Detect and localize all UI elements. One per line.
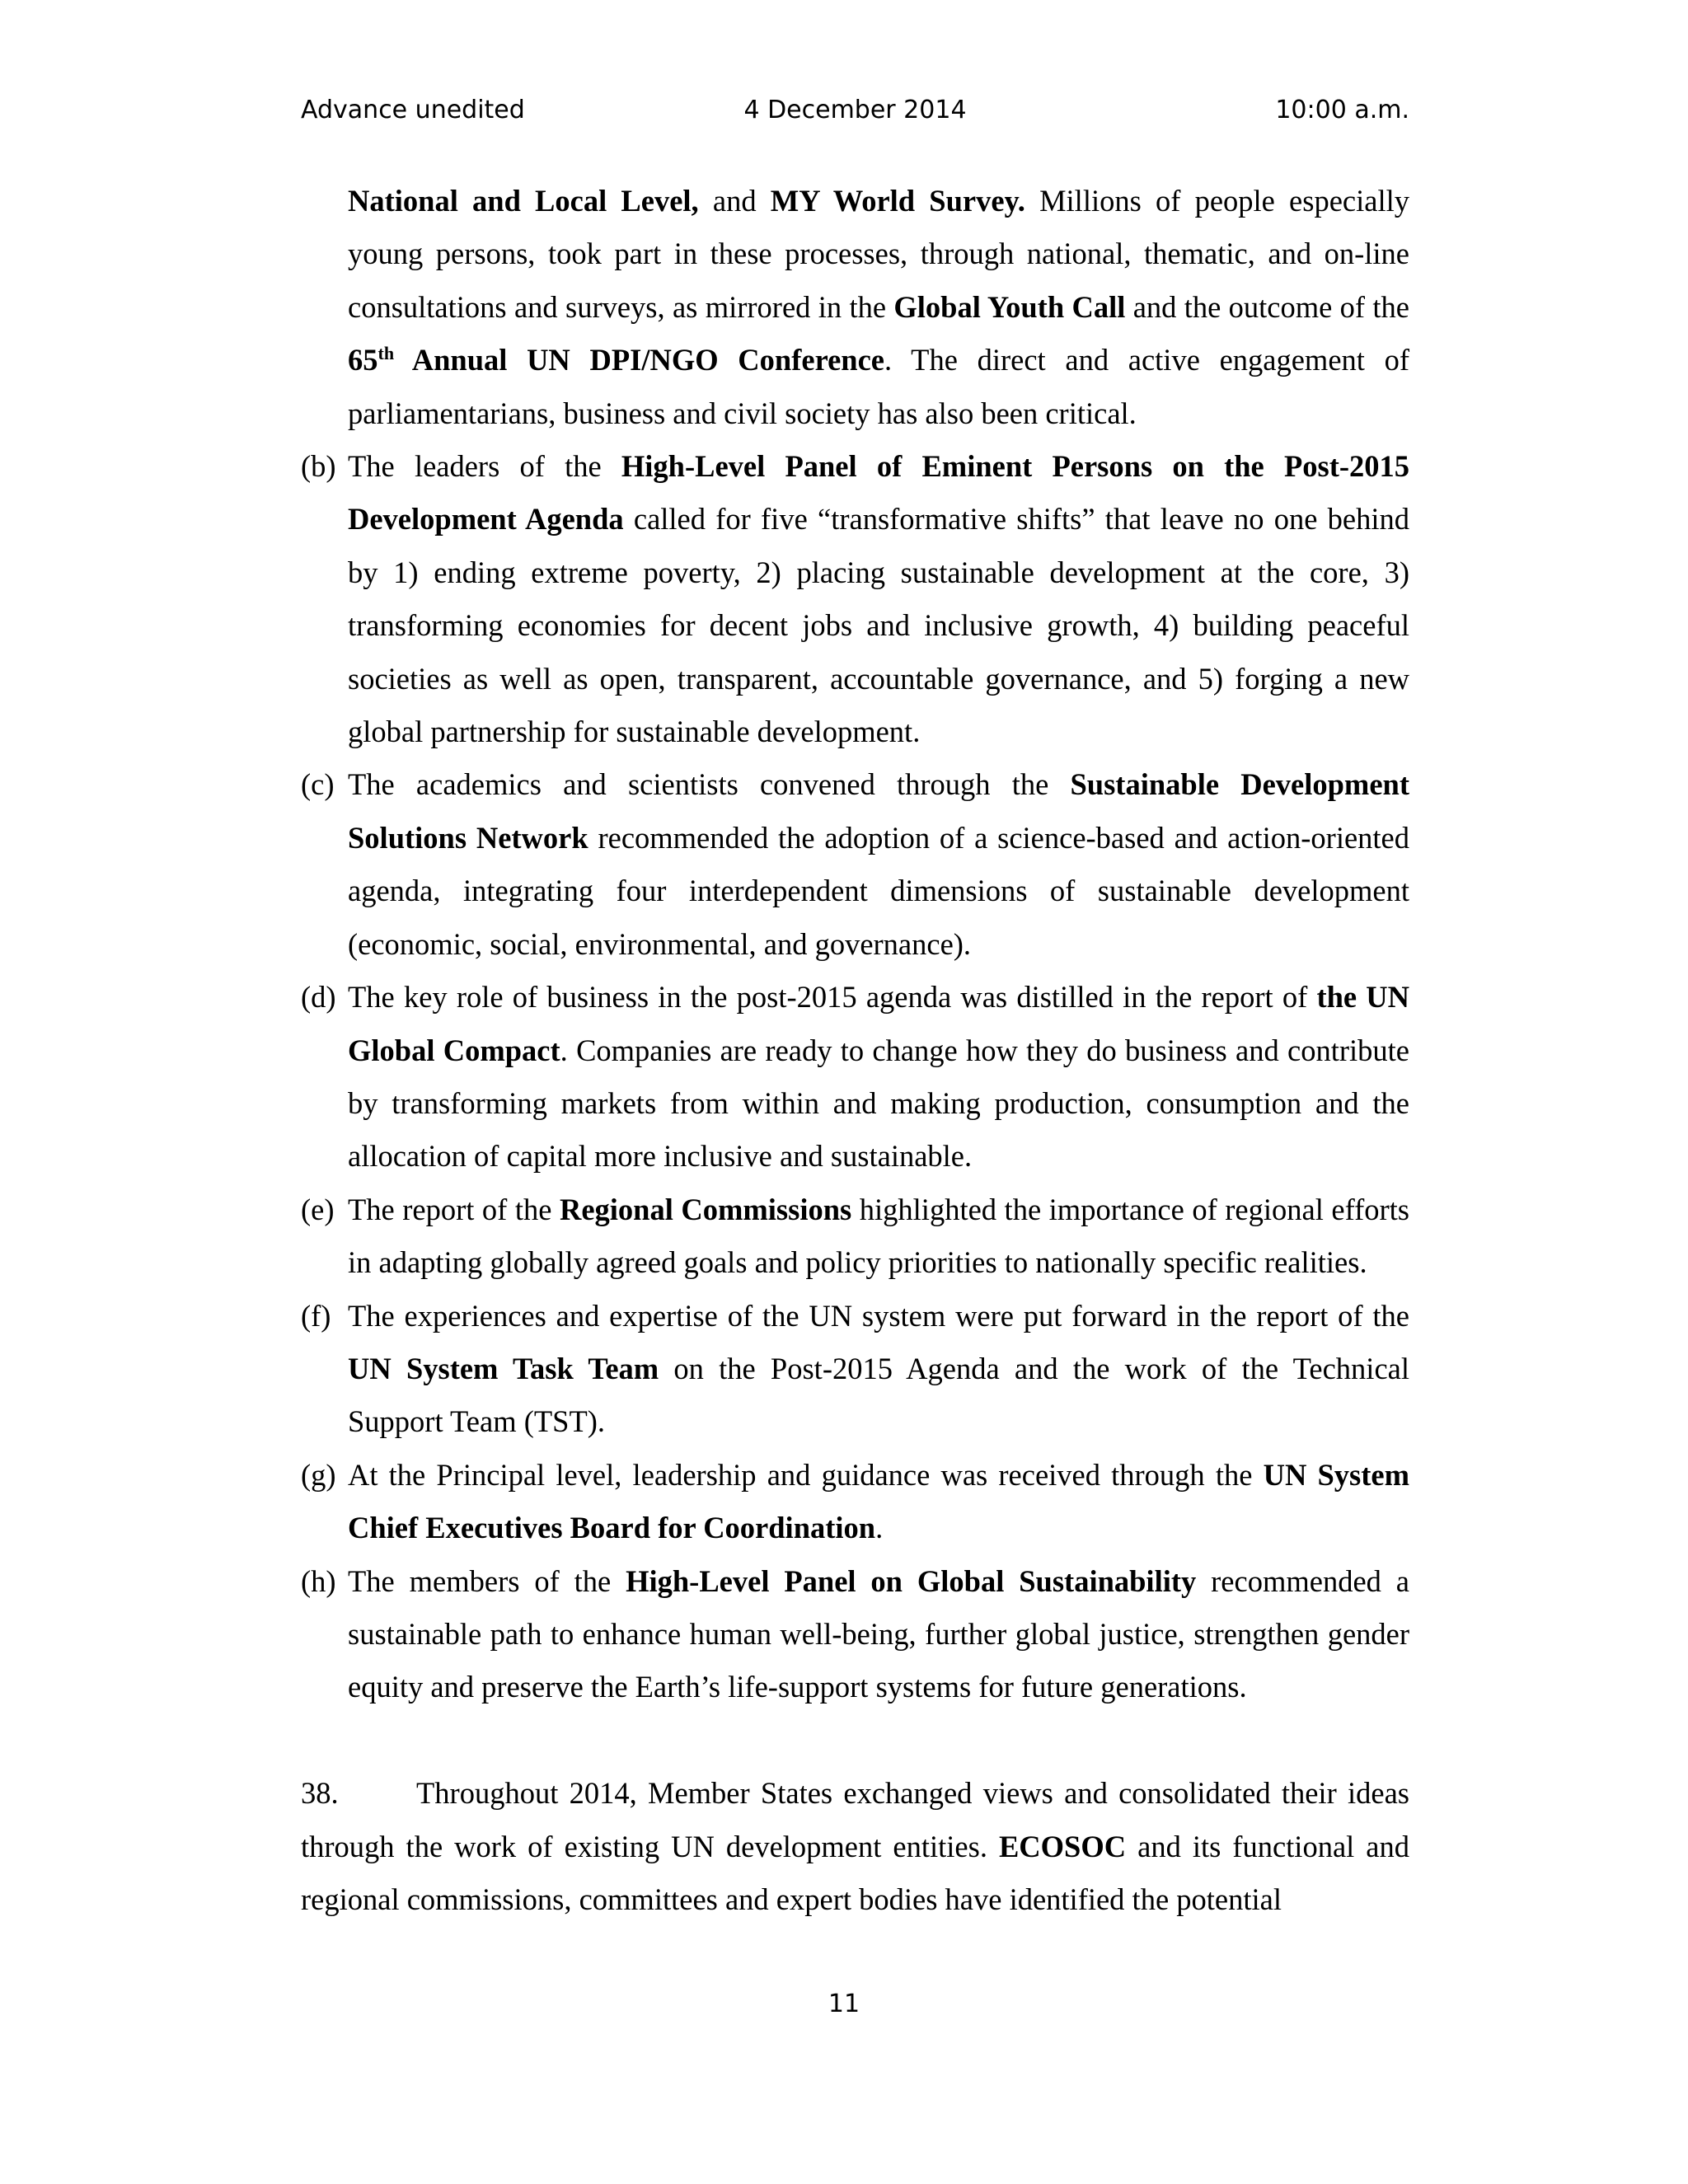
list-marker: (b): [301, 449, 336, 484]
text-run: and its functional and regional commissions, committees and expert bodies have identified the potential: [301, 1829, 1409, 1916]
bold-term: the UN Global Compact: [348, 980, 1410, 1067]
text-run: Throughout 2014, Member States exchanged views and consolidated their ideas through the work of existing UN development entities.: [301, 1776, 1409, 1863]
list-item-c: [301, 758, 1409, 971]
ordinal-number: 65: [348, 343, 378, 377]
bold-term: Regional Commissions: [559, 1192, 852, 1226]
bold-term: National and Local Level,: [348, 184, 699, 218]
list-item-g: [301, 1449, 1409, 1555]
text-run: called for five “transformative shifts” that leave no one behind by 1) ending extreme poverty, 2) placing sustainable development at the core, 3) transforming economies for decent jobs and inclusive growth, 4) building peaceful societies as well as open, transparent, accountable governance, and 5) forging a new global partnership for sustainable development.: [348, 502, 1409, 749]
list-item-d: [301, 971, 1409, 1183]
list-marker: (c): [301, 767, 335, 802]
list-item-f: [301, 1290, 1409, 1449]
text-run: The leaders of the: [348, 449, 621, 484]
bold-term: High-Level Panel of Eminent Persons on the Post-2015 Development Agenda: [348, 449, 1410, 537]
text-run: highlighted the importance of regional efforts in adapting globally agreed goals and policy priorities to nationally specific realities.: [348, 1192, 1409, 1280]
header-time: 10:00 a.m.: [1275, 96, 1409, 124]
text-run: The key role of business in the post-2015 agenda was distilled in the report of: [348, 980, 1317, 1015]
text-run: .: [875, 1511, 884, 1545]
bold-term: ECOSOC: [998, 1829, 1127, 1863]
bold-term: UN System Task Team: [348, 1351, 659, 1385]
paragraph-number: 38.: [301, 1776, 339, 1811]
list-marker: (d): [301, 980, 336, 1015]
bold-term: Sustainable Development Solutions Network: [348, 767, 1409, 855]
header-date: 4 December 2014: [743, 96, 967, 124]
text-run: and the outcome of the: [1125, 289, 1410, 324]
text-run: The members of the: [348, 1563, 626, 1598]
paragraph-38: [301, 1767, 1409, 1926]
bold-term: [348, 343, 884, 377]
list-item-e: [301, 1183, 1409, 1290]
text-run: . The direct and active engagement of parliamentarians, business and civil society has also been critical.: [348, 343, 1410, 430]
list-item-b: [301, 440, 1409, 758]
text-run: The report of the: [348, 1192, 560, 1226]
list-marker: (f): [301, 1298, 331, 1333]
text-run: on the Post-2015 Agenda and the work of the Technical Support Team (TST).: [348, 1351, 1409, 1439]
bold-term: MY World Survey.: [770, 184, 1025, 218]
text-run: Millions of people especially young persons, took part in these processes, through national, thematic, and on-line consultations and surveys, as mirrored in the: [348, 184, 1409, 324]
bold-term: UN System Chief Executives Board for Coordination: [348, 1457, 1409, 1545]
text-run: and: [698, 184, 771, 218]
list-marker: (e): [301, 1192, 335, 1226]
list-marker: (h): [301, 1563, 336, 1598]
text-run: At the Principal level, leadership and guidance was received through the: [348, 1457, 1264, 1492]
ordinal-suffix: th: [377, 343, 395, 364]
text-run: . Companies are ready to change how they do business and contribute by transforming markets from within and making production, consumption and the allocation of capital more inclusive and sustainable.: [348, 1033, 1409, 1174]
conference-name: Annual UN DPI/NGO Conference: [394, 343, 885, 377]
text-run: The academics and scientists convened through the: [348, 767, 1071, 802]
list-marker: (g): [301, 1457, 336, 1492]
text-run: recommended a sustainable path to enhance human well-being, further global justice, strengthen gender equity and preserve the Earth’s life-support systems for future generations.: [348, 1563, 1409, 1704]
header-status: Advance unedited: [301, 96, 525, 124]
bold-term: Global Youth Call: [893, 289, 1126, 324]
text-run: recommended the adoption of a science-based and action-oriented agenda, integrating four interdependent dimensions of sustainable development (economic, social, environmental, and governance).: [348, 820, 1409, 961]
document-body: [301, 175, 1409, 1957]
text-run: The experiences and expertise of the UN system were put forward in the report of the: [348, 1298, 1409, 1333]
page-header: [301, 92, 1409, 129]
bold-term: High-Level Panel on Global Sustainability: [626, 1563, 1197, 1598]
page-number: 11: [828, 1990, 860, 2018]
continuation-paragraph: [301, 175, 1409, 440]
list-item-h: [301, 1555, 1409, 1714]
